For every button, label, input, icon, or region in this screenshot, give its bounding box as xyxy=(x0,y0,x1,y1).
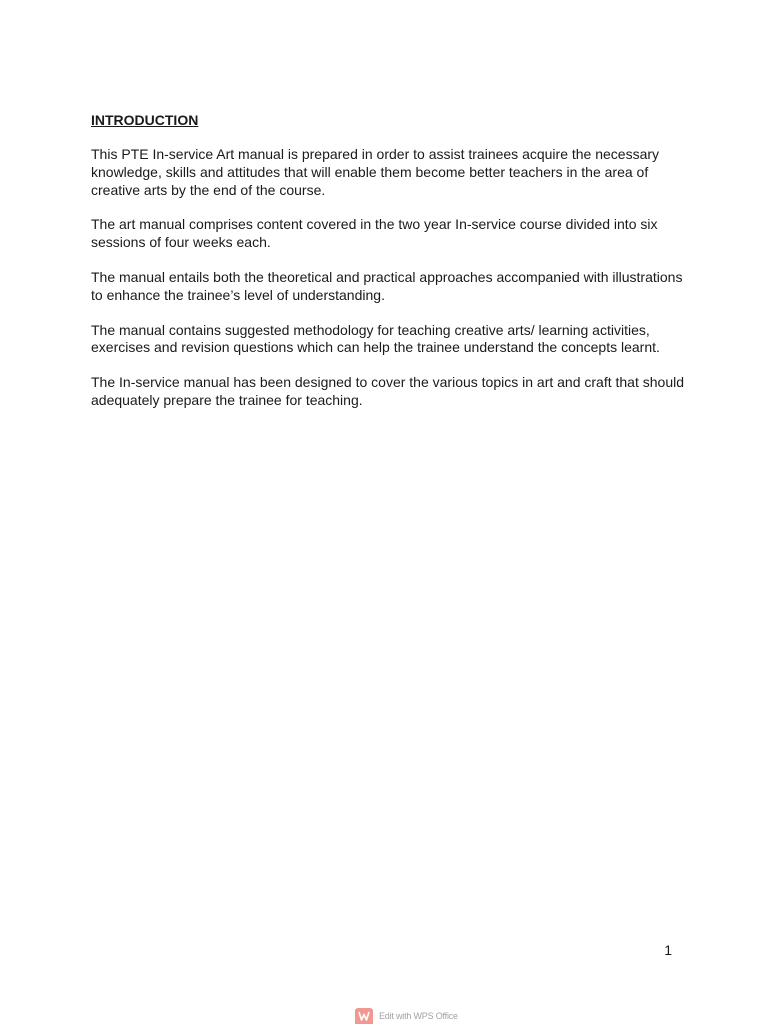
paragraph-5: The In-service manual has been designed to cover the various topics in art and craft that should adequately prepare the trainee for teaching. xyxy=(91,374,685,408)
paragraph-1: This PTE In-service Art manual is prepared in order to assist trainees acquire the necessary knowledge, skills and attitudes that will enable them become better teachers in the area of creative arts by the end of the course. xyxy=(91,146,660,198)
paragraph-2: The art manual comprises content covered in the two year In-service course divided into six sessions of four weeks each. xyxy=(91,216,658,251)
watermark-text: Edit with WPS Office xyxy=(379,1011,458,1021)
paragraph-3: The manual entails both the theoretical and practical approaches accompanied with illustrations to enhance the trainee’s level of understanding. xyxy=(91,268,683,303)
paragraph-4: The manual contains suggested methodology for teaching creative arts/ learning activities, exercises and revision questions which can help the trainee understand the concepts learnt. xyxy=(91,321,660,356)
document-body xyxy=(91,110,691,427)
page-number: 1 xyxy=(664,942,672,958)
wps-office-logo-icon xyxy=(355,1008,373,1024)
section-heading: INTRODUCTION xyxy=(91,112,199,128)
wps-watermark xyxy=(355,1008,458,1024)
